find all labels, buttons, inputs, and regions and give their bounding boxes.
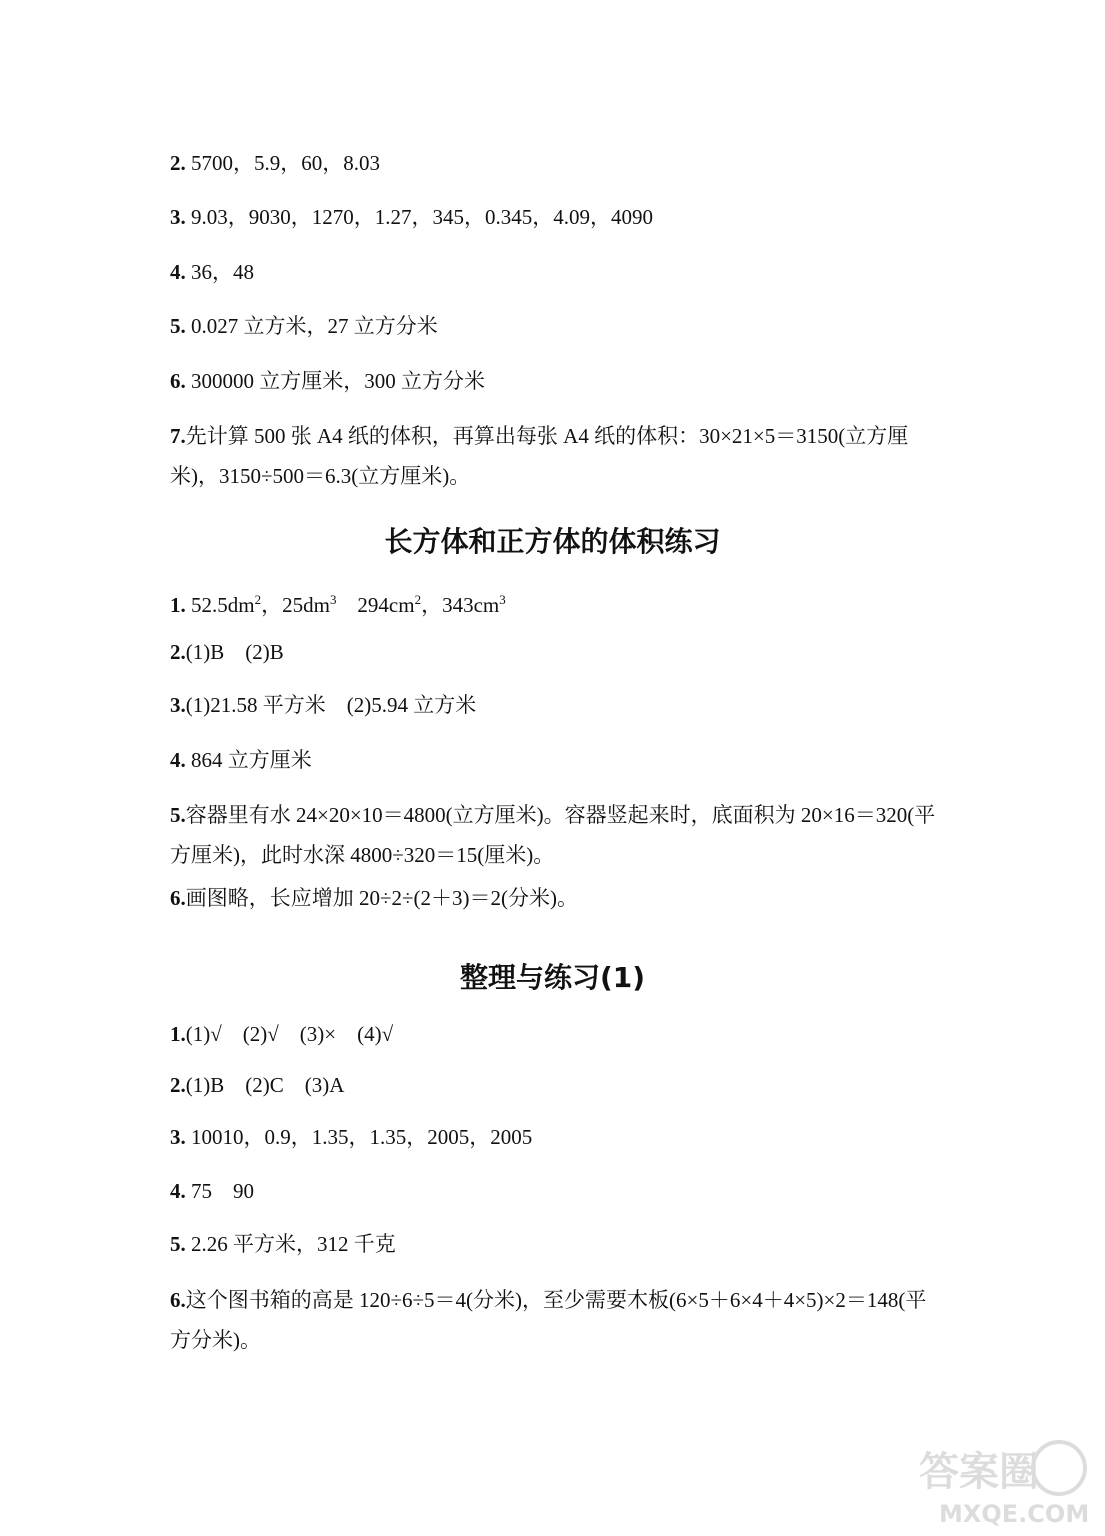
item-text: ，343cm [421, 593, 500, 617]
exponent: 3 [329, 592, 337, 607]
item-text: 画图略，长应增加 20÷2÷(2＋3)＝2(分米)。 [185, 886, 579, 910]
answer-item [170, 202, 653, 232]
watermark-logo [909, 1430, 1099, 1530]
item-number: 4. [170, 1179, 186, 1203]
exponent: 2 [254, 592, 262, 607]
item-number: 3. [170, 693, 186, 717]
item-text: 294cm [336, 593, 415, 617]
item-number: 6. [170, 369, 186, 393]
item-number: 6. [170, 886, 186, 910]
item-number: 2. [170, 1073, 186, 1097]
answer-item [170, 1122, 532, 1152]
answer-item [170, 366, 485, 396]
exponent: 2 [414, 592, 422, 607]
item-number: 2. [170, 640, 186, 664]
item-text: ，25dm [261, 593, 330, 617]
item-text: 300000 立方厘米，300 立方分米 [185, 369, 485, 393]
answer-item [170, 416, 940, 496]
item-number: 1. [170, 1022, 186, 1046]
answer-item [170, 883, 578, 913]
item-number: 2. [170, 151, 186, 175]
item-text: (1)21.58 平方米 (2)5.94 立方米 [185, 693, 477, 717]
answer-item [170, 311, 438, 341]
item-number: 3. [170, 205, 186, 229]
watermark-bottom: MXQE.COM [939, 1500, 1090, 1528]
section-title: 整理与练习(1) [459, 961, 646, 994]
item-text: 0.027 立方米，27 立方分米 [185, 314, 438, 338]
item-text: 75 90 [185, 1179, 254, 1203]
item-text: 52.5dm [185, 593, 255, 617]
item-text: (1)B (2)B [185, 640, 284, 664]
item-text: 2.26 平方米，312 千克 [185, 1232, 396, 1256]
item-text: 5700，5.9，60，8.03 [185, 151, 380, 175]
item-text: (1)√ (2)√ (3)× (4)√ [185, 1022, 394, 1046]
answer-item [170, 148, 380, 178]
item-text: (1)B (2)C (3)A [185, 1073, 345, 1097]
answer-item [170, 1280, 940, 1360]
exponent: 3 [499, 592, 506, 607]
item-number: 4. [170, 260, 186, 284]
item-number: 5. [170, 314, 186, 338]
answer-item [170, 585, 506, 620]
answer-item [170, 690, 476, 720]
item-number: 7. [170, 424, 186, 448]
item-text: 9.03，9030，1270，1.27，345，0.345，4.09，4090 [185, 205, 653, 229]
answer-item [170, 795, 940, 875]
item-text: 容器里有水 24×20×10＝4800(立方厘米)。容器竖起来时，底面积为 20×16＝320(平方厘米)，此时水深 4800÷320＝15(厘米)。 [170, 803, 936, 867]
answer-item [170, 1019, 393, 1049]
item-number: 6. [170, 1288, 186, 1312]
answer-item [170, 637, 284, 667]
item-number: 1. [170, 593, 186, 617]
item-text: 这个图书箱的高是 120÷6÷5＝4(分米)，至少需要木板(6×5＋6×4＋4×5)×2＝148(平方分米)。 [170, 1288, 927, 1352]
answer-item [170, 1176, 254, 1206]
item-number: 3. [170, 1125, 186, 1149]
item-text: 36，48 [185, 260, 254, 284]
item-text: 先计算 500 张 A4 纸的体积，再算出每张 A4 纸的体积：30×21×5＝3150(立方厘米)，3150÷500＝6.3(立方厘米)。 [170, 424, 909, 488]
answer-item [170, 745, 312, 775]
item-text: 864 立方厘米 [185, 748, 312, 772]
answer-item [170, 1070, 344, 1100]
answer-item [170, 257, 254, 287]
item-text: 10010，0.9，1.35，1.35，2005，2005 [185, 1125, 533, 1149]
section-title: 长方体和正方体的体积练习 [384, 525, 721, 558]
answer-item [170, 1229, 396, 1259]
watermark-top: 答案圈 [919, 1449, 1039, 1495]
item-number: 5. [170, 1232, 186, 1256]
item-number: 4. [170, 748, 186, 772]
item-number: 5. [170, 803, 186, 827]
